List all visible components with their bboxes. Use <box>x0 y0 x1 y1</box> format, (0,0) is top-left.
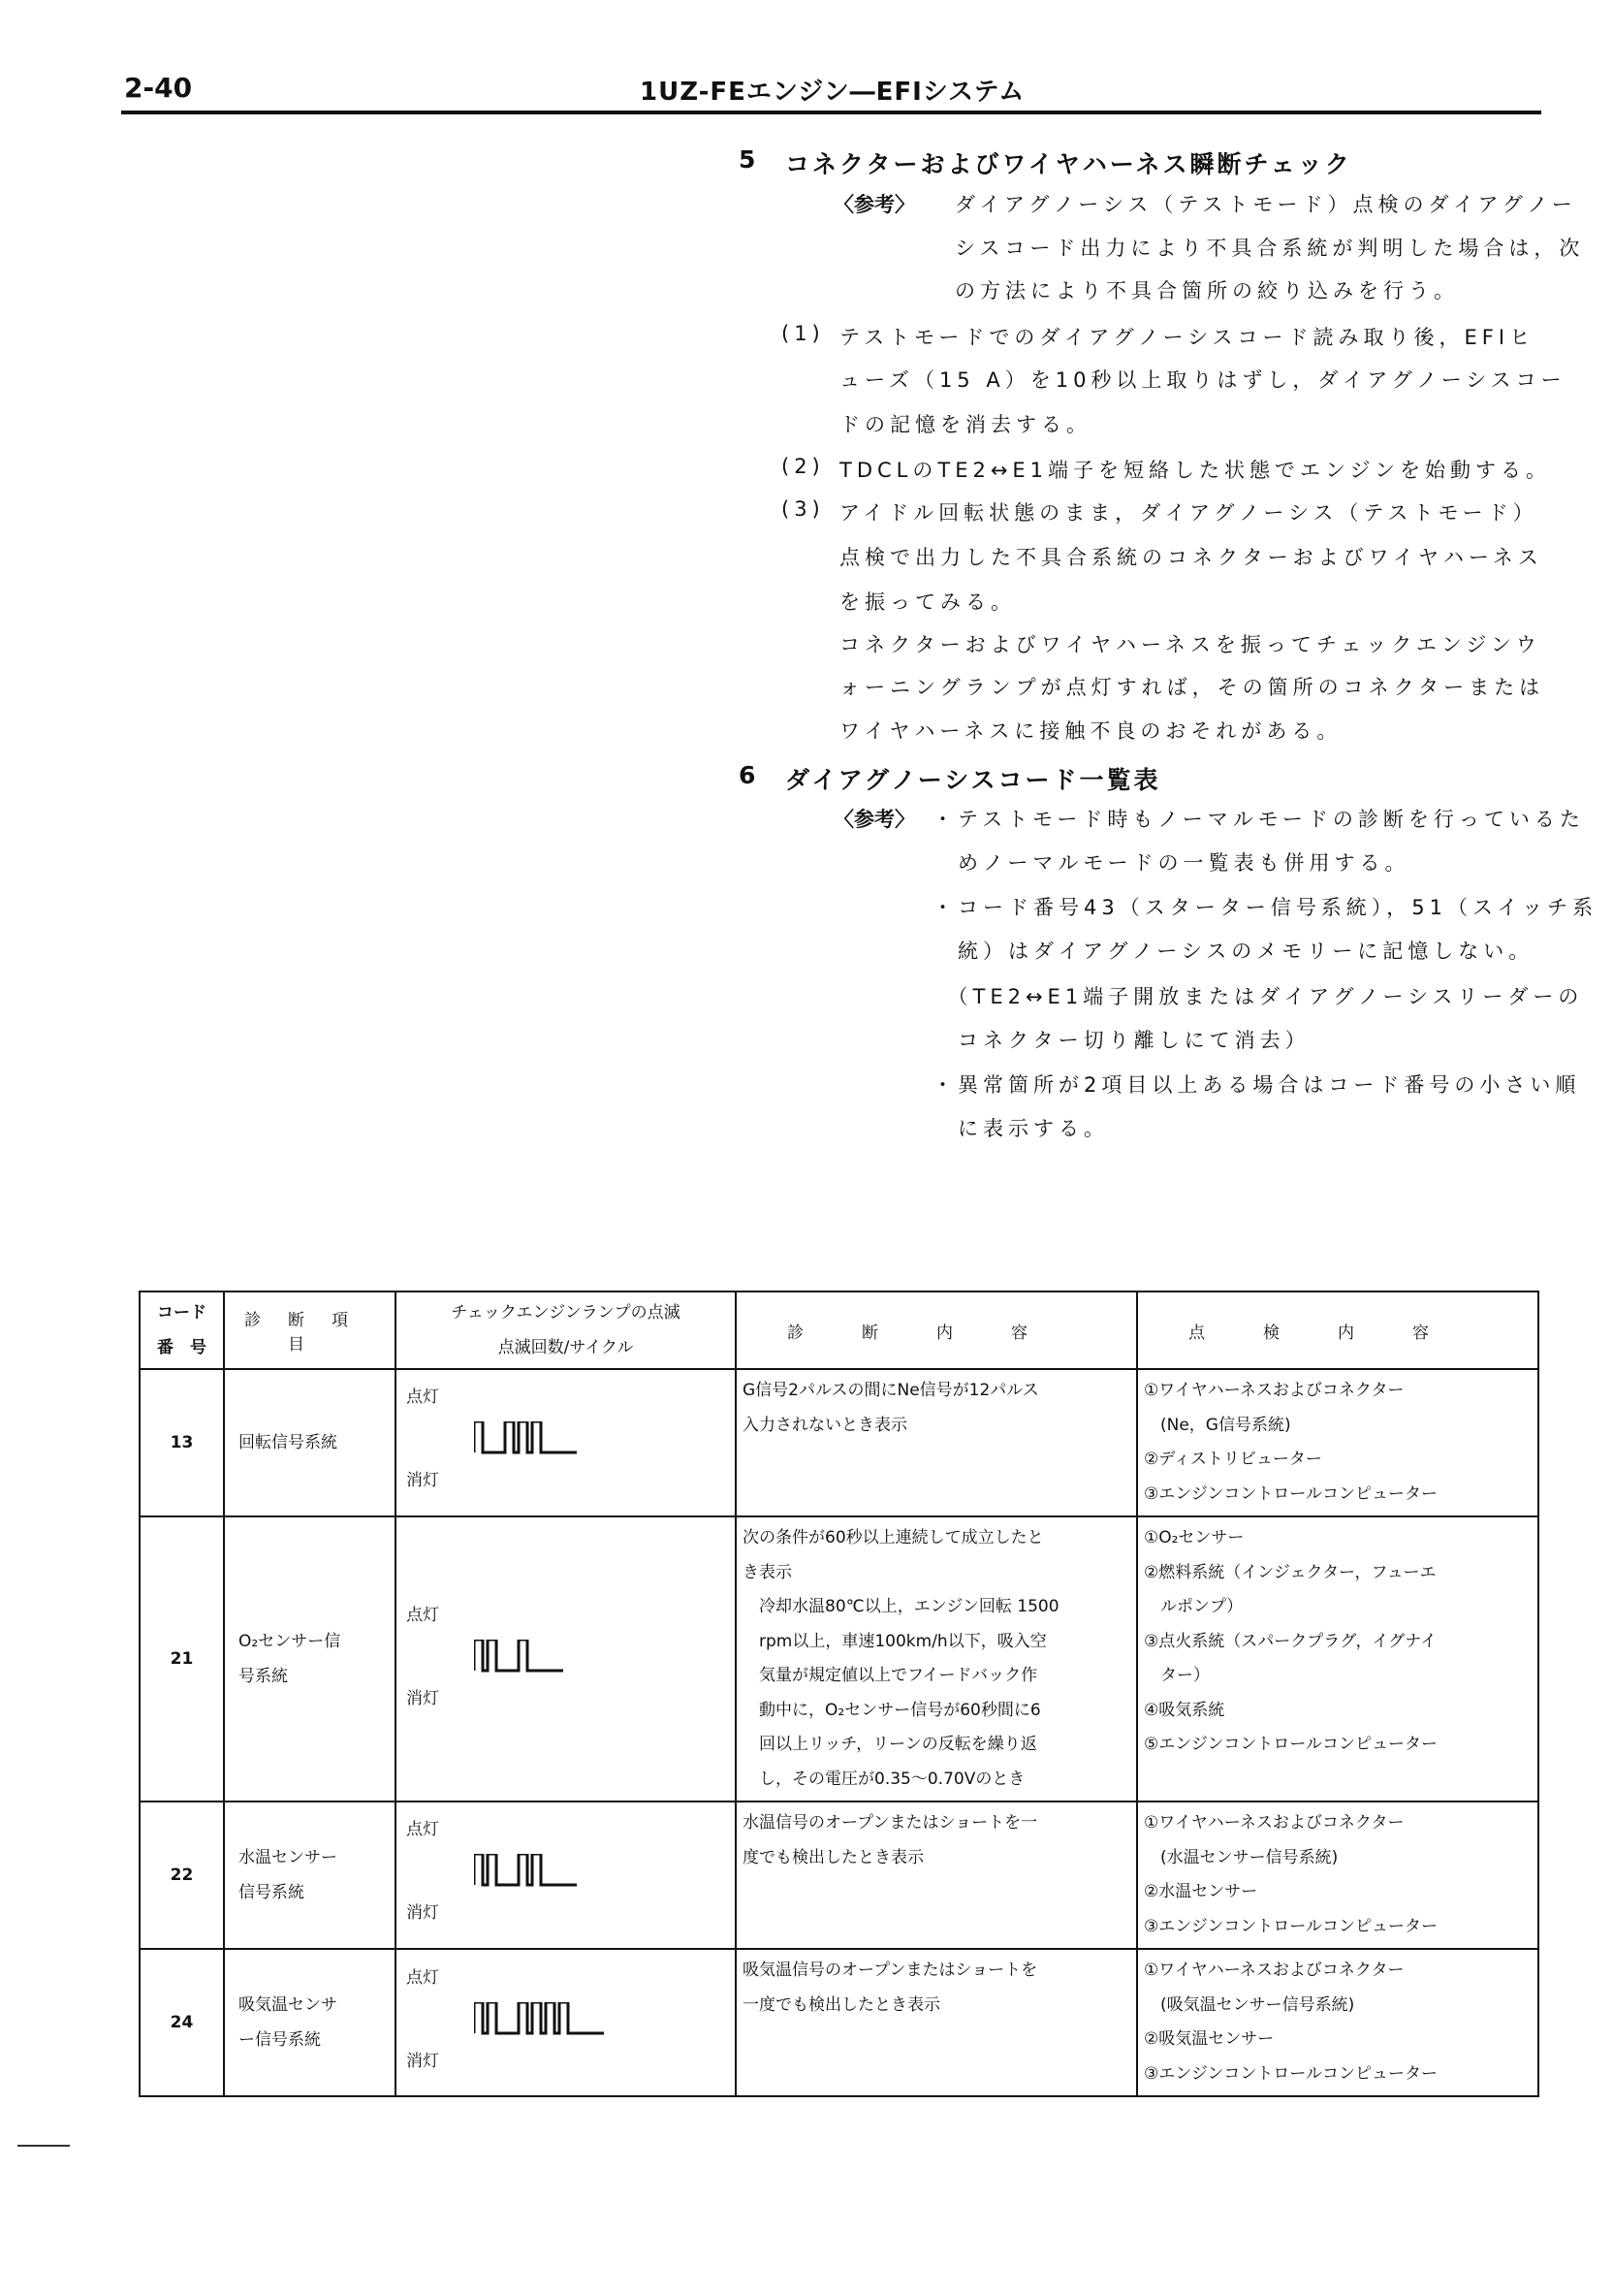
lamp-cell <box>395 1369 736 1516</box>
reference-line: に表示する。 <box>933 1117 1109 1140</box>
reference-label: 〈参考〉 <box>834 193 915 216</box>
lamp-off-label: 消灯 <box>406 1688 439 1708</box>
step-line: 点検で出力した不具合系統のコネクターおよびワイヤハーネス <box>839 546 1543 569</box>
check-line: ①ワイヤハーネスおよびコネクター <box>1144 1813 1405 1833</box>
header-item-label: 診断項目 <box>244 1311 375 1355</box>
step-line: アイドル回転状態のまま，ダイアグノーシス（テストモード） <box>839 501 1538 525</box>
header-item <box>224 1292 395 1369</box>
diag-line: 水温信号のオープンまたはショートを一 <box>743 1813 1038 1833</box>
section-title: ダイアグノーシスコード一覧表 <box>785 766 1161 794</box>
section-number: 6 <box>739 761 759 789</box>
step-line: コネクターおよびワイヤハーネスを振ってチェックエンジンウ <box>839 633 1541 656</box>
lamp-on-label: 点灯 <box>406 1819 439 1839</box>
header-check-label: 点検内容 <box>1188 1323 1487 1343</box>
lamp-off-label: 消灯 <box>406 1471 439 1490</box>
lamp-on-label: 点灯 <box>406 1605 439 1625</box>
check-line: ②水温センサー <box>1144 1882 1258 1901</box>
diag-line: 動中に，O₂センサー信号が60秒間に6 <box>743 1700 1041 1720</box>
table-row <box>140 1802 1538 1949</box>
header-code-line: 番 号 <box>157 1338 206 1357</box>
check-line: (吸気温センサー信号系統) <box>1144 1994 1355 2015</box>
code-cell <box>140 1516 224 1802</box>
lamp-off-label: 消灯 <box>406 1902 439 1923</box>
table-row <box>140 1516 1538 1802</box>
section-number: 5 <box>739 145 759 174</box>
reference-line: ダイアグノーシス（テストモード）点検のダイアグノー <box>955 193 1577 216</box>
page-title: 1UZ-FEエンジン―EFIシステム <box>640 78 1026 107</box>
step-line: テストモードでのダイアグノーシスコード読み取り後，EFIヒ <box>839 326 1535 349</box>
lamp-cell <box>395 1949 736 2096</box>
check-line: ター） <box>1144 1666 1210 1685</box>
item-cell <box>224 1949 395 2096</box>
step-line: ォーニングランプが点灯すれば，その箇所のコネクターまたは <box>839 676 1545 699</box>
reference-line: めノーマルモードの一覧表も併用する。 <box>933 851 1410 875</box>
header-diag-label: 診断内容 <box>787 1323 1086 1343</box>
check-line: ⑤エンジンコントロールコンピューター <box>1144 1735 1439 1754</box>
check-line: ①ワイヤハーネスおよびコネクター <box>1144 1961 1405 1980</box>
reference-line: 統）はダイアグノーシスのメモリーに記憶しない。 <box>933 940 1534 963</box>
code-number: 22 <box>170 1866 194 1885</box>
diag-line: 度でも検出したとき表示 <box>743 1847 924 1867</box>
diag-line: き表示 <box>743 1562 792 1582</box>
blink-waveform <box>474 1640 569 1674</box>
code-cell <box>140 1802 224 1949</box>
check-line: ③エンジンコントロールコンピューター <box>1144 1916 1439 1936</box>
table-row <box>140 1949 1538 2096</box>
item-line: 信号系統 <box>238 1883 304 1902</box>
check-line: ルポンプ） <box>1144 1597 1244 1616</box>
step-line: ューズ（15 A）を10秒以上取りはずし，ダイアグノーシスコー <box>839 368 1566 392</box>
diag-line: 一度でも検出したとき表示 <box>743 1994 940 2015</box>
check-line: ②ディストリビューター <box>1144 1450 1322 1469</box>
blink-waveform <box>474 2002 610 2037</box>
item-line: 水温センサー <box>238 1848 337 1867</box>
header-rule <box>121 111 1541 114</box>
diag-line: rpm以上，車速100km/h以下，吸入空 <box>743 1631 1047 1651</box>
reference-line: ・コード番号43（スターター信号系統），51（スイッチ系 <box>933 896 1598 919</box>
code-cell <box>140 1369 224 1516</box>
check-line: ③エンジンコントロールコンピューター <box>1144 1483 1439 1504</box>
reference-line: （TE2↔E1端子開放またはダイアグノーシスリーダーの <box>933 985 1584 1008</box>
item-cell <box>224 1369 395 1516</box>
check-cell <box>1137 1802 1538 1949</box>
page-number: 2-40 <box>124 72 193 104</box>
diag-line: 気量が規定値以上でフイードバック作 <box>743 1666 1038 1685</box>
blink-waveform <box>474 1421 583 1456</box>
diag-line: 冷却水温80℃以上，エンジン回転 1500 <box>743 1597 1060 1616</box>
step-line: ドの記憶を消去する。 <box>839 413 1091 436</box>
check-line: ①ワイヤハーネスおよびコネクター <box>1144 1381 1405 1400</box>
step-number: (3) <box>781 497 825 521</box>
lamp-cell <box>395 1802 736 1949</box>
header-lamp <box>395 1292 736 1369</box>
item-line: 号系統 <box>238 1667 288 1686</box>
lamp-cell <box>395 1516 736 1802</box>
lamp-on-label: 点灯 <box>406 1387 439 1407</box>
code-number: 24 <box>170 2013 194 2032</box>
diag-line: 回以上リッチ，リーンの反転を繰り返 <box>743 1735 1037 1754</box>
diag-cell <box>736 1802 1137 1949</box>
item-cell <box>224 1516 395 1802</box>
diag-line: 吸気温信号のオープンまたはショートを <box>743 1961 1038 1980</box>
header-code <box>140 1292 224 1369</box>
code-number: 21 <box>170 1649 194 1669</box>
check-line: (水温センサー信号系統) <box>1144 1847 1339 1867</box>
item-cell <box>224 1802 395 1949</box>
reference-label: 〈参考〉 <box>834 808 915 831</box>
code-cell <box>140 1949 224 2096</box>
step-number: (2) <box>781 455 825 478</box>
check-cell <box>1137 1369 1538 1516</box>
check-line: ①O₂センサー <box>1144 1528 1245 1547</box>
lamp-off-label: 消灯 <box>406 2052 439 2071</box>
reference-line: シスコード出力により不具合系統が判明した場合は，次 <box>955 237 1585 260</box>
step-line: ワイヤハーネスに接触不良のおそれがある。 <box>839 719 1343 743</box>
diag-cell <box>736 1516 1137 1802</box>
check-cell <box>1137 1949 1538 2096</box>
reference-line: ・テストモード時もノーマルモードの診断を行っているた <box>933 808 1585 831</box>
check-line: ④吸気系統 <box>1144 1700 1225 1720</box>
diagnosis-code-table <box>139 1291 1539 2097</box>
table-row <box>140 1369 1538 1516</box>
item-line: 回転信号系統 <box>238 1433 337 1452</box>
section-title: コネクターおよびワイヤハーネス瞬断チェック <box>785 150 1352 178</box>
diag-line: し，その電圧が0.35～0.70Vのとき <box>743 1769 1026 1789</box>
header-code-line: コード <box>157 1303 206 1323</box>
header-check <box>1137 1292 1538 1369</box>
step-number: (1) <box>781 322 825 345</box>
step-line: TDCLのTE2↔E1端子を短絡した状態でエンジンを始動する。 <box>839 459 1551 482</box>
item-line: O₂センサー信 <box>238 1632 341 1651</box>
check-line: (Ne，G信号系統) <box>1144 1415 1291 1435</box>
check-line: ②燃料系統（インジェクター，フューエ <box>1144 1562 1437 1582</box>
table-header-row <box>140 1292 1538 1369</box>
reference-line: の方法により不具合箇所の絞り込みを行う。 <box>955 279 1459 303</box>
header-lamp-line: チェックエンジンランプの点滅 <box>451 1303 680 1323</box>
diag-cell <box>736 1949 1137 2096</box>
check-cell <box>1137 1516 1538 1802</box>
check-line: ③エンジンコントロールコンピューター <box>1144 2063 1439 2084</box>
check-line: ②吸気温センサー <box>1144 2029 1275 2049</box>
item-line: 吸気温センサ <box>238 1995 337 2015</box>
reference-line: ・異常箇所が2項目以上ある場合はコード番号の小さい順 <box>933 1073 1581 1097</box>
diag-line: 入力されないとき表示 <box>743 1415 907 1435</box>
diag-line: 次の条件が60秒以上連続して成立したと <box>743 1528 1044 1547</box>
header-diag <box>736 1292 1137 1369</box>
header-lamp-line: 点滅回数/サイクル <box>497 1338 634 1357</box>
diag-cell <box>736 1369 1137 1516</box>
lamp-on-label: 点灯 <box>406 1968 439 1988</box>
check-line: ③点火系統（スパークプラグ，イグナイ <box>1144 1631 1438 1651</box>
footer-mark <box>17 2145 70 2147</box>
diag-line: G信号2パルスの間にNe信号が12パルス <box>743 1381 1039 1400</box>
item-line: ー信号系統 <box>238 2030 321 2050</box>
blink-waveform <box>474 1854 583 1889</box>
reference-line: コネクター切り離しにて消去） <box>933 1029 1311 1052</box>
code-number: 13 <box>170 1433 194 1452</box>
step-line: を振ってみる。 <box>839 590 1016 614</box>
